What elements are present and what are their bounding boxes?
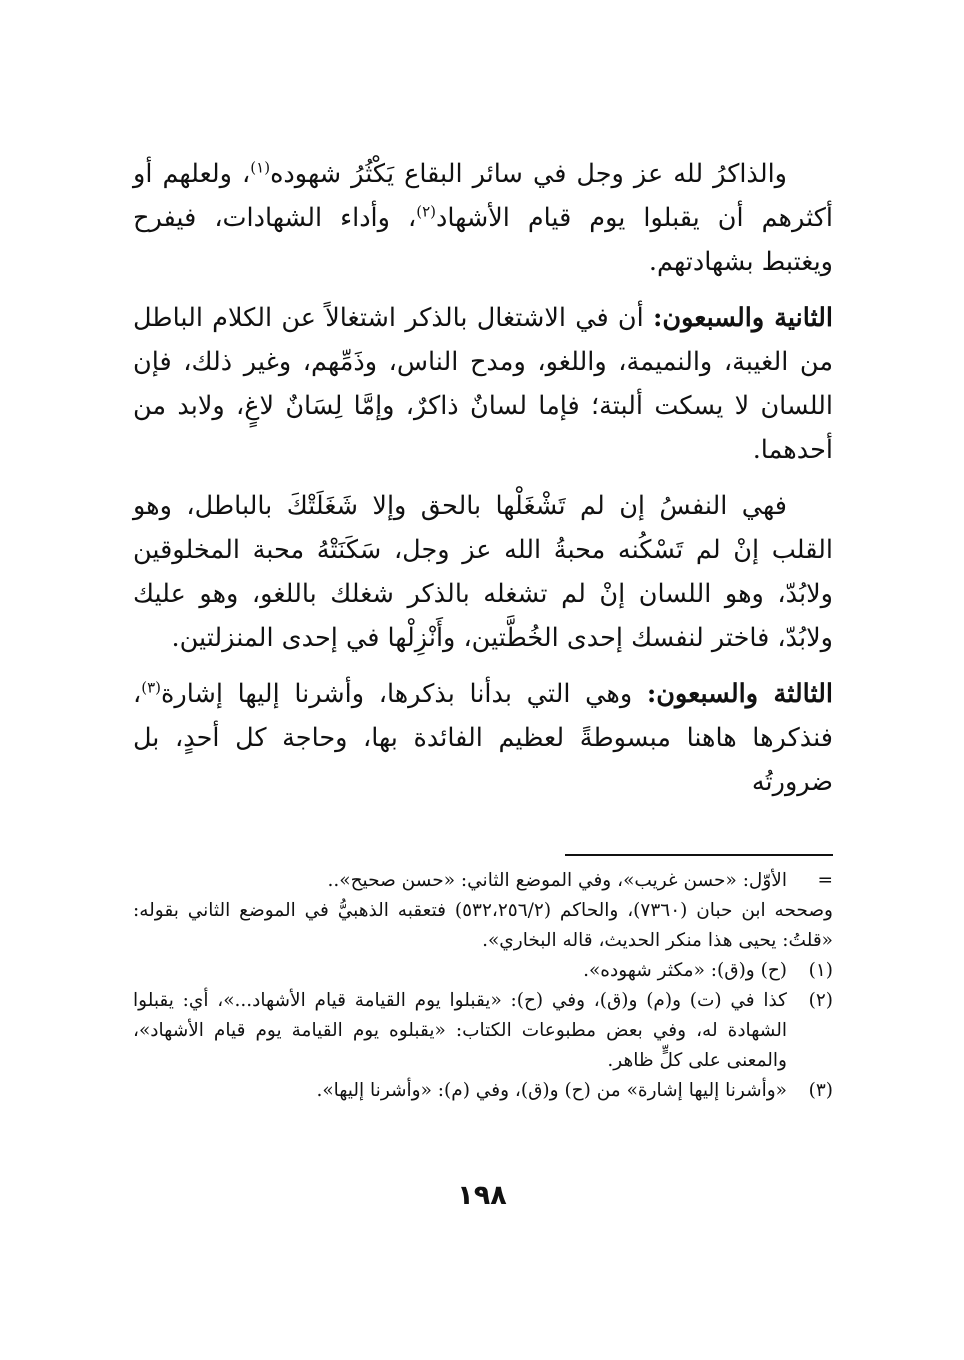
footnote-continuation (133, 866, 833, 896)
paragraph-3-text: فهي النفسُ إن لم تَشْغَلْها بالحق وإلا شَغَلَتْكَ بالباطل، وهو القلب إنْ لم تَسْكُنه محبةُ الله عز وجل، سَكَنَتْهُ محبة المخلوقين ولابُدّ، وهو اللسان إنْ لم تشغله بالذكر شغلك باللغو، وهو عليك ولابُدّ، فاختر لنفسك إحدى الخُطَّتين، وأَنْزِلْها في إحدى المنزلتين. (133, 491, 833, 653)
continuation-first-line: الأوّل: «حسن غريب»، وفي الموضع الثاني: «حسن صحيح».. (327, 870, 787, 891)
paragraph-1 (133, 152, 833, 284)
paragraph-2-text: أن في الاشتغال بالذكر اشتغالاً عن الكلام الباطل من الغيبة، والنميمة، واللغو، ومدح الناس، وذَمِّهم، وغير ذلك، فإن اللسان لا يسكت ألبتة؛ فإما لسانٌ ذاكرٌ، وإمَّا لِسَانٌ لاغٍ، ولابد من أحدهما. (133, 303, 833, 465)
footnote-1 (133, 956, 833, 986)
footnote-1-text: (ح) و(ق): «مكثر شهوده». (583, 960, 787, 981)
main-text (133, 152, 833, 816)
paragraph-4 (133, 672, 833, 804)
page-number: ١٩٨ (457, 1180, 507, 1211)
paragraph-1-text-c: ، وأداء الشهادات، فيفرح ويغتبط بشهادتهم. (133, 203, 833, 277)
footnote-separator (565, 854, 833, 856)
paragraph-1-text-a: والذاكرُ لله عز وجل في سائر البقاع يَكْثُرُ شهوده (270, 159, 787, 189)
footnote-ref-1: (١) (250, 158, 271, 177)
footnote-continuation-text: وصححه ابن حبان (٧٣٦٠)، والحاكم (٥٣٢،٢٥٦/٢) فتعقبه الذهبيُّ في الموضع الثاني بقوله: «قلتُ: يحيى هذا منكر الحديث، قاله البخاري». (133, 900, 833, 951)
footnote-3 (133, 1076, 833, 1106)
paragraph-4-text-b: ، فنذكرها هاهنا مبسوطةً لعظيم الفائدة بها، وحاجة كل أحدٍ، بل ضرورتُه (133, 679, 833, 797)
footnote-ref-2: (٢) (416, 202, 436, 221)
footnote-3-number: (٣) (808, 1080, 833, 1101)
paragraph-4-text-a: وهي التي بدأنا بذكرها، وأشرنا إليها إشارة (161, 679, 647, 709)
paragraph-2 (133, 296, 833, 472)
footnote-2-text: كذا في (ت) و(م) و(ق)، وفي (ح): «يقبلوا يوم القيامة قيام الأشهاد...»، أي: يقبلوا الشهادة له، وفي بعض مطبوعات الكتاب: «يقبلوه يوم القيامة يوم قيام الأشهاد»، والمعنى على كلٍّ ظاهر. (133, 990, 787, 1071)
paragraph-1-text-b: ، ولعلهم أو أكثرهم أن يقبلوا يوم قيام الأشهاد (133, 159, 833, 233)
footnote-2 (133, 986, 833, 1076)
footnote-1-number: (١) (808, 960, 833, 981)
section-label-73: الثالثة والسبعون: (646, 679, 833, 709)
paragraph-3 (133, 484, 833, 660)
continuation-marker: = (817, 870, 833, 891)
footnote-2-number: (٢) (808, 990, 833, 1011)
section-label-72: الثانية والسبعون: (652, 303, 834, 333)
footnote-ref-3: (٣) (141, 678, 162, 697)
footnotes-section (133, 854, 833, 1106)
footnote-3-text: «وأشرنا إليها إشارة» من (ح) و(ق)، وفي (م): «وأشرنا إليها». (316, 1080, 787, 1101)
